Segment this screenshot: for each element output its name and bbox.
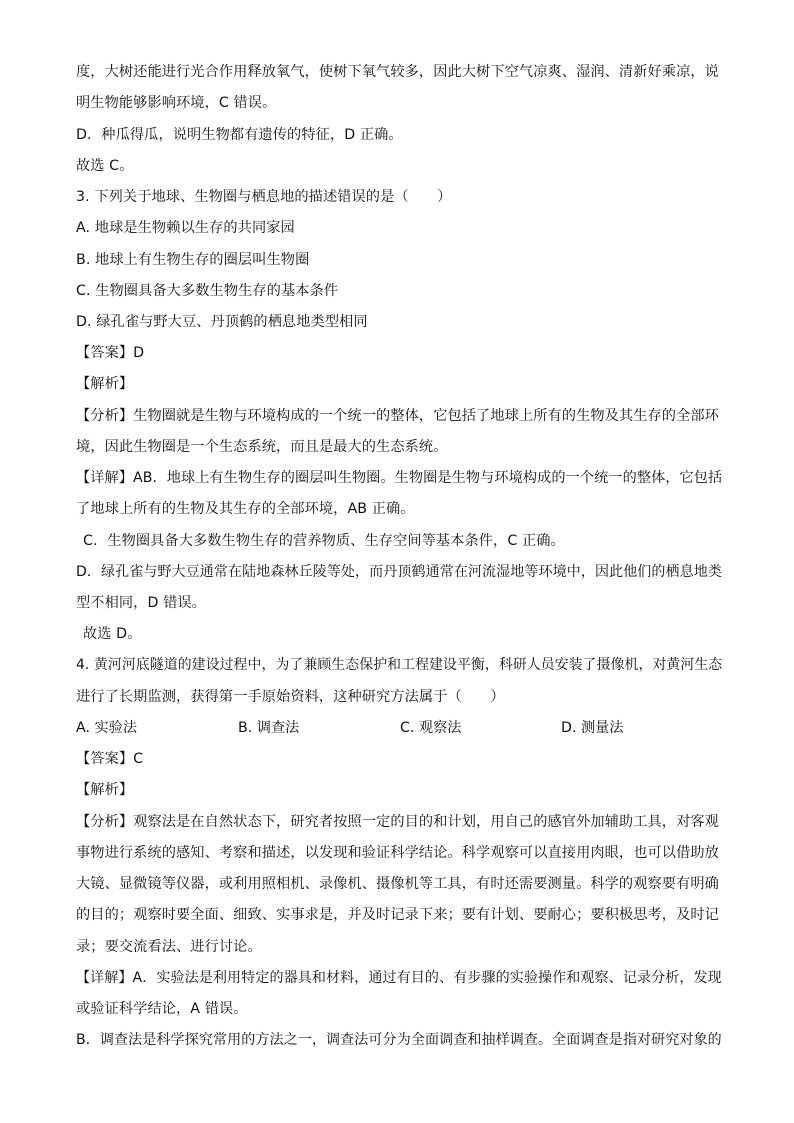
- text-line: 型不相同，D 错误。: [76, 595, 206, 611]
- text-line: 境，因此生物圈是一个生态系统，而且是最大的生态系统。: [76, 439, 448, 455]
- q4-analysis-heading: 【解析】: [76, 782, 134, 798]
- text-line: 故选 C。: [76, 158, 134, 174]
- text-line: 或验证科学结论，A 错误。: [76, 1001, 248, 1017]
- text-line: 【分析】观察法是在自然状态下，研究者按照一定的目的和计划，用自己的感官外加辅助工具，对客观: [76, 814, 719, 830]
- text-line: 【分析】生物圈就是生物与环境构成的一个统一的整体，它包括了地球上所有的生物及其生存的全部环: [76, 408, 719, 424]
- text-line: 了地球上所有的生物及其生存的全部环境，AB 正确。: [76, 501, 415, 517]
- q4-option-a: A. 实验法: [76, 720, 138, 736]
- text-line: 【详解】A．实验法是利用特定的器具和材料，通过有目的、有步骤的实验操作和观察、记录分析，发现: [76, 970, 722, 986]
- question-4-stem: 4. 黄河河底隧道的建设过程中，为了兼顾生态保护和工程建设平衡，科研人员安装了摄像机，对黄河生态: [76, 657, 723, 673]
- q3-option-a: A. 地球是生物赖以生存的共同家园: [76, 220, 295, 236]
- text-line: 明生物能够影响环境，C 错误。: [76, 95, 277, 111]
- text-line: 度，大树还能进行光合作用释放氧气，使树下氧气较多，因此大树下空气凉爽、湿润、清新好乘凉，说: [76, 64, 719, 80]
- text-line: D．绿孔雀与野大豆通常在陆地森林丘陵等处，而丹顶鹤通常在河流湿地等环境中，因此他们的栖息地类: [76, 564, 722, 580]
- text-line: 事物进行系统的感知、考察和描述，以发现和验证科学结论。科学观察可以直接用肉眼，也可以借助放: [76, 845, 719, 861]
- q3-option-b: B. 地球上有生物生存的圈层叫生物圈: [76, 252, 310, 268]
- text-line: C．生物圈具备大多数生物生存的营养物质、生存空间等基本条件，C 正确。: [83, 533, 565, 549]
- q4-option-b: B. 调查法: [238, 720, 300, 736]
- q4-answer: 【答案】C: [76, 751, 144, 767]
- question-3-stem: 3. 下列关于地球、生物圈与栖息地的描述错误的是（ ）: [76, 189, 452, 205]
- q3-answer: 【答案】D: [76, 345, 145, 361]
- text-line: D．种瓜得瓜，说明生物都有遗传的特征，D 正确。: [76, 127, 403, 143]
- text-line: B．调查法是科学探究常用的方法之一，调查法可分为全面调查和抽样调查。全面调查是指对研究对象的: [76, 1032, 722, 1048]
- q3-option-c: C. 生物圈具备大多数生物生存的基本条件: [76, 283, 339, 299]
- text-line: 【详解】AB．地球上有生物生存的圈层叫生物圈。生物圈是生物与环境构成的一个统一的整体，它包括: [76, 470, 723, 486]
- q4-option-c: C. 观察法: [400, 720, 462, 736]
- q4-option-d: D. 测量法: [561, 720, 624, 736]
- text-line: 故选 D。: [83, 626, 142, 642]
- question-4-stem-cont: 进行了长期监测，获得第一手原始资料，这种研究方法属于（ ）: [76, 689, 505, 705]
- q3-option-d: D. 绿孔雀与野大豆、丹顶鹤的栖息地类型相同: [76, 314, 368, 330]
- text-line: 的目的；观察时要全面、细致、实事求是，并及时记录下来；要有计划、要耐心；要积极思考，及时记: [76, 907, 719, 923]
- text-line: 大镜、显微镜等仪器，或利用照相机、录像机、摄像机等工具，有时还需要测量。科学的观察要有明确: [76, 876, 719, 892]
- q3-analysis-heading: 【解析】: [76, 376, 134, 392]
- text-line: 录；要交流看法、进行讨论。: [76, 939, 262, 955]
